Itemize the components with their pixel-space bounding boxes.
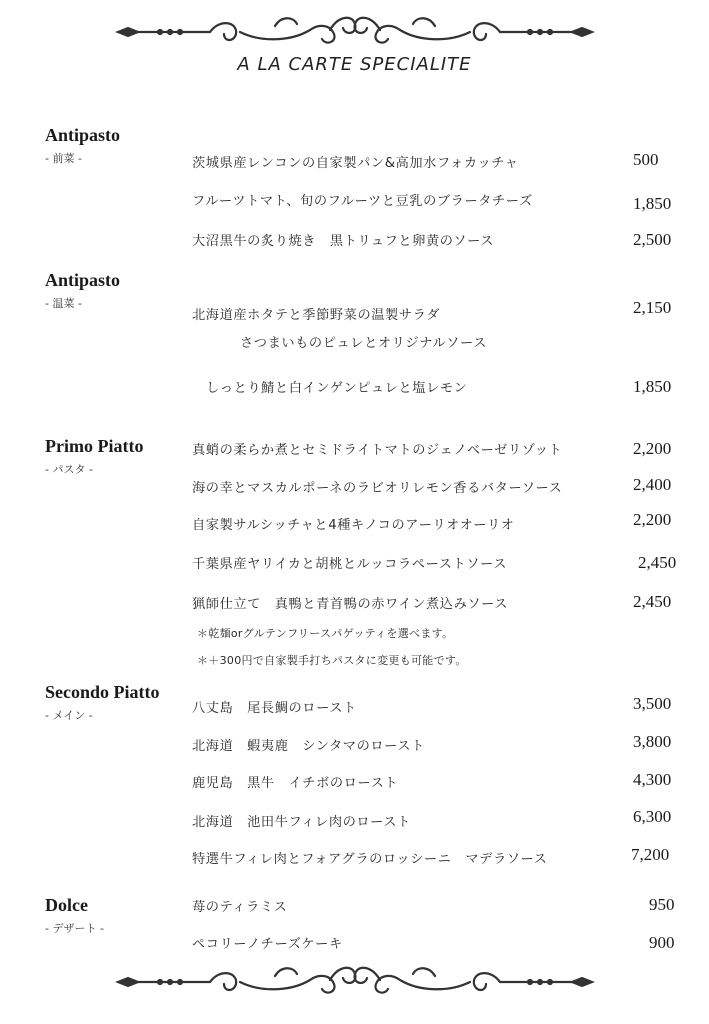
menu-item-name: 千葉県産ヤリイカと胡桃とルッコラペーストソース [192, 557, 507, 572]
menu-item-name: 北海道産ホタテと季節野菜の温製サラダ [192, 308, 441, 323]
menu-item-description: さつまいものピュレとオリジナルソース [240, 336, 487, 351]
section-antipasto-warm-subtitle: - 温菜 - [45, 297, 82, 310]
menu-item-name: 真蛸の柔らか煮とセミドライトマトのジェノベーゼリゾット [192, 443, 563, 458]
menu-item-price: 2,400 [633, 475, 672, 494]
page-title: A LA CARTE SPECIALITE [237, 54, 472, 75]
section-antipasto-warm-title: Antipasto [45, 270, 121, 290]
menu-item-price: 3,500 [633, 694, 672, 713]
section-secondo-title: Secondo Piatto [45, 682, 160, 702]
bottom-ornament-icon [100, 962, 610, 1002]
menu-item-price: 1,850 [633, 194, 672, 213]
menu-item-name: 海の幸とマスカルポーネのラビオリレモン香るバターソース [192, 481, 563, 496]
menu-item-price: 2,200 [633, 439, 672, 458]
menu-item-price: 500 [633, 150, 659, 169]
section-primo-subtitle: - パスタ - [45, 463, 93, 476]
section-antipasto-cold-subtitle: - 前菜 - [45, 152, 82, 165]
section-dolce-subtitle: - デザート - [45, 922, 104, 935]
section-antipasto-cold-title: Antipasto [45, 125, 121, 145]
top-ornament-icon [100, 12, 610, 52]
menu-item-name: 大沼黒牛の炙り焼き 黒トリュフと卵黄のソース [192, 234, 495, 249]
section-secondo-subtitle: - メイン - [45, 709, 93, 722]
menu-item-price: 7,200 [631, 845, 670, 864]
section-primo-title: Primo Piatto [45, 436, 144, 456]
menu-item-price: 2,150 [633, 298, 672, 317]
menu-item-name: 自家製サルシッチャと4種キノコのアーリオオーリオ [192, 518, 515, 533]
menu-item-price: 6,300 [633, 807, 672, 826]
menu-item-name: ペコリーノチーズケーキ [192, 937, 343, 952]
menu-item-name: 特選牛フィレ肉とフォアグラのロッシーニ マデラソース [192, 852, 548, 867]
menu-item-price: 900 [649, 933, 675, 952]
menu-item-name: 北海道 蝦夷鹿 シンタマのロースト [192, 739, 425, 754]
menu-item-price: 950 [649, 895, 675, 914]
menu-item-name: 猟師仕立て 真鴨と青首鴨の赤ワイン煮込みソース [192, 597, 509, 612]
menu-item-name: 苺のティラミス [192, 900, 288, 915]
menu-item-price: 1,850 [633, 377, 672, 396]
section-dolce-title: Dolce [45, 895, 88, 915]
pasta-note: ＊乾麺orグルテンフリースパゲッティを選べます。 [197, 627, 454, 640]
pasta-note: ＊＋300円で自家製手打ちパスタに変更も可能です。 [197, 654, 467, 667]
menu-item-name: 茨城県産レンコンの自家製パン&高加水フォカッチャ [192, 156, 519, 171]
menu-item-name: フルーツトマト、旬のフルーツと豆乳のブラータチーズ [192, 194, 533, 209]
menu-item-name: しっとり鯖と白インゲンピュレと塩レモン [206, 381, 468, 396]
menu-item-price: 2,450 [638, 553, 677, 572]
menu-item-price: 4,300 [633, 770, 672, 789]
menu-item-name: 北海道 池田牛フィレ肉のロースト [192, 815, 411, 830]
menu-item-price: 2,500 [633, 230, 672, 249]
menu-item-price: 2,450 [633, 592, 672, 611]
menu-item-name: 八丈島 尾長鯛のロースト [192, 701, 357, 716]
menu-item-price: 2,200 [633, 510, 672, 529]
menu-item-price: 3,800 [633, 732, 672, 751]
menu-item-name: 鹿児島 黒牛 イチボのロースト [192, 776, 399, 791]
